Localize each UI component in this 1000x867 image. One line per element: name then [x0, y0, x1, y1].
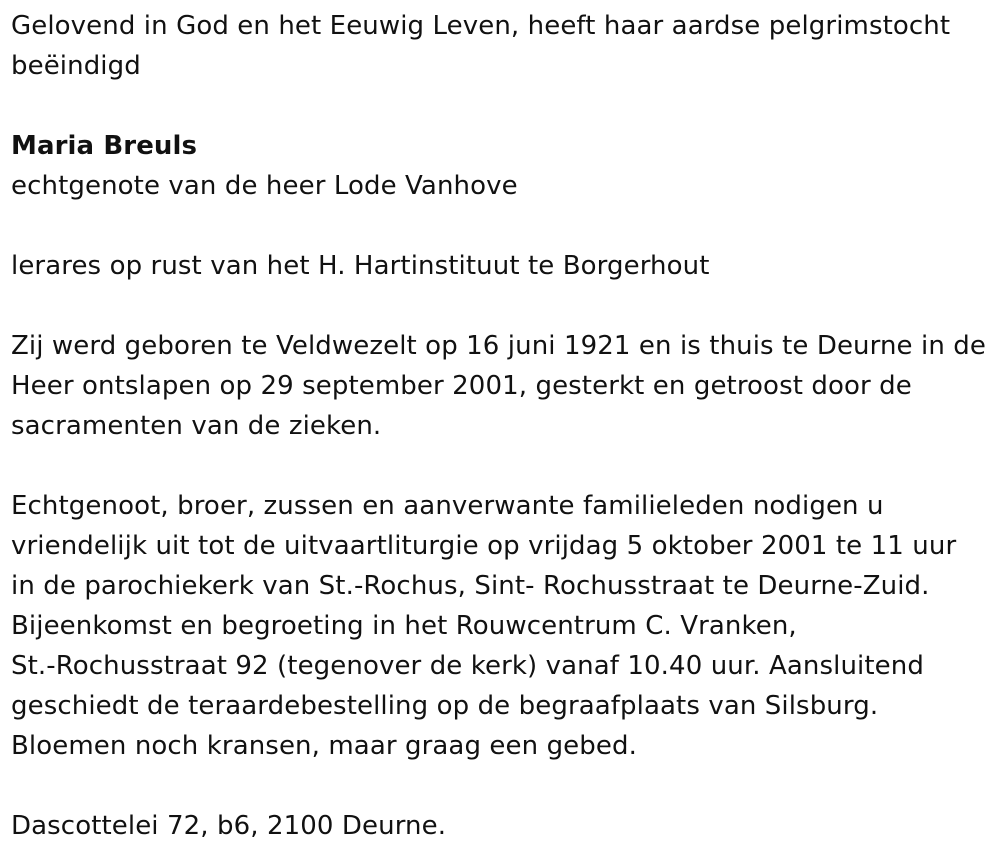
- spacer: [11, 766, 991, 806]
- address-text: Dascottelei 72, b6, 2100 Deurne.: [11, 811, 447, 841]
- address-line: [11, 806, 991, 846]
- obituary-document: [11, 6, 991, 846]
- funeral-line: geschiedt de teraardebestelling op de begraafplaats van Silsburg.: [11, 691, 879, 721]
- funeral-line: Bijeenkomst en begroeting in het Rouwcentrum C. Vranken,: [11, 611, 797, 641]
- funeral-line: St.-Rochusstraat 92 (tegenover de kerk) vanaf 10.40 uur. Aansluitend: [11, 651, 924, 681]
- spouse-line: [11, 166, 991, 206]
- occupation-line: [11, 246, 991, 286]
- funeral-line: Echtgenoot, broer, zussen en aanverwante familieleden nodigen u: [11, 491, 884, 521]
- occupation-text: lerares op rust van het H. Hartinstituut te Borgerhout: [11, 251, 710, 281]
- intro-line: Gelovend in God en het Eeuwig Leven, heeft haar aardse pelgrimstocht: [11, 11, 951, 41]
- funeral-line: in de parochiekerk van St.-Rochus, Sint- Rochusstraat te Deurne-Zuid.: [11, 571, 930, 601]
- funeral-line: vriendelijk uit tot de uitvaartliturgie op vrijdag 5 oktober 2001 te 11 uur: [11, 531, 957, 561]
- spouse-text: echtgenote van de heer Lode Vanhove: [11, 171, 518, 201]
- funeral-paragraph: [11, 486, 991, 766]
- deceased-name: Maria Breuls: [11, 131, 198, 161]
- birth-death-line: Zij werd geboren te Veldwezelt op 16 juni 1921 en is thuis te Deurne in de: [11, 331, 986, 361]
- birth-death-line: sacramenten van de zieken.: [11, 411, 382, 441]
- spacer: [11, 206, 991, 246]
- intro-line: beëindigd: [11, 51, 141, 81]
- spacer: [11, 446, 991, 486]
- spacer: [11, 286, 991, 326]
- birth-death-line: Heer ontslapen op 29 september 2001, gesterkt en getroost door de: [11, 371, 912, 401]
- birth-death-paragraph: [11, 326, 991, 446]
- intro-paragraph: [11, 6, 991, 86]
- funeral-line: Bloemen noch kransen, maar graag een gebed.: [11, 731, 637, 761]
